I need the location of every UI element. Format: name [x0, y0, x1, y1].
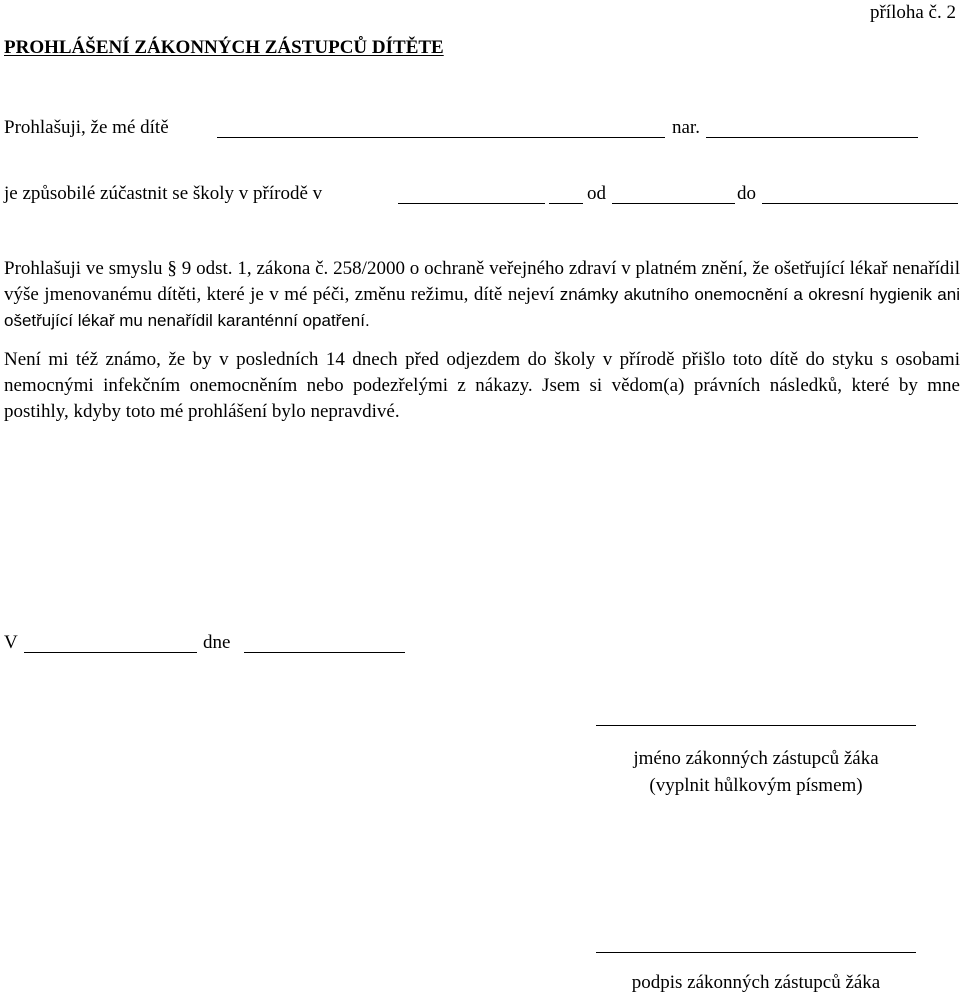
guardian-name-caption [596, 745, 916, 799]
guardian-name-caption-line2: (vyplnit hůlkovým písmem) [649, 775, 863, 796]
guardian-signature-field[interactable] [596, 952, 916, 953]
annex-label: příloha č. 2 [869, 2, 956, 23]
child-name-field[interactable] [217, 137, 665, 138]
date-field[interactable] [244, 652, 405, 653]
declaration-text-1a: Prohlašuji ve smyslu § 9 odst. 1, zákona č. 258/2000 o ochraně veřejného zdraví v platném znění, že ošetřující lékař nenařídil výše jmenovanému dítěti, které je v mé péči, změnu režimu, dítě nejeví [4, 258, 960, 305]
guardian-signature-caption: podpis zákonných zástupců žáka [631, 972, 881, 993]
declaration-paragraph-1 [4, 256, 960, 334]
school-trip-label: je způsobilé zúčastnit se školy v přírodě v [4, 183, 323, 204]
guardian-name-caption-line1: jméno zákonných zástupců žáka [633, 748, 879, 769]
date-label: dne [203, 632, 231, 653]
declaration-text-1b: známky akutního onemocnění a okresní hygienik ani ošetřující lékař mu nenařídil karanténní opatření. [4, 285, 960, 330]
place-field[interactable] [24, 652, 197, 653]
birth-date-field[interactable] [706, 137, 918, 138]
school-trip-place-field-extension[interactable] [549, 203, 583, 204]
declaration-paragraph-2: Není mi též známo, že by v posledních 14 dnech před odjezdem do školy v přírodě přišlo toto dítě do styku s osobami nemocnými infekčním onemocněním nebo podezřelými z nákazy. Jsem si vědom(a) právních následků, které by mne postihly, kdyby toto mé prohlášení bylo nepravdivé. [4, 349, 960, 422]
birth-date-label: nar. [672, 117, 700, 138]
place-label: V [4, 632, 18, 653]
to-date-label: do [737, 183, 756, 204]
school-trip-place-field[interactable] [398, 203, 545, 204]
page-title: PROHLÁŠENÍ ZÁKONNÝCH ZÁSTUPCŮ DÍTĚTE [4, 37, 444, 58]
to-date-field[interactable] [762, 203, 958, 204]
child-label: Prohlašuji, že mé dítě [4, 117, 169, 138]
from-date-field[interactable] [612, 203, 735, 204]
guardian-name-field[interactable] [596, 725, 916, 726]
from-date-label: od [587, 183, 606, 204]
